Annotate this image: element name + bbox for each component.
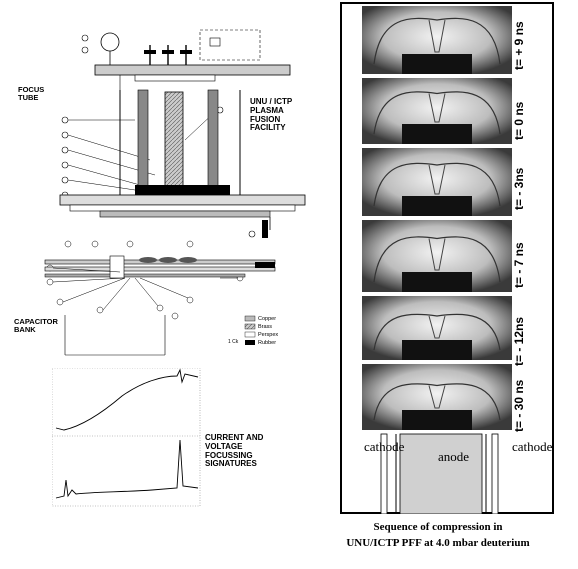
anode-region	[400, 434, 482, 514]
frame-time-label: t= - 7 ns	[512, 242, 526, 288]
frame-time-label: t= + 9 ns	[512, 21, 526, 70]
legend-rubber: Rubber	[258, 340, 277, 346]
caption-line-1: Sequence of compression in	[373, 521, 503, 533]
signature-traces	[52, 368, 202, 508]
shadowgraph-frame	[362, 148, 512, 216]
signatures-label: CURRENT AND VOLTAGE FOCUSSING SIGNATURES	[205, 433, 264, 469]
shadowgraph-frame	[362, 220, 512, 292]
frame-time-label: t= - 12ns	[512, 316, 526, 366]
cathode-right-label: cathode	[512, 439, 553, 454]
frame-time-label: t= - 3ns	[512, 167, 526, 210]
cathode-right-bar	[492, 434, 498, 514]
shadowgraph-frame	[362, 296, 512, 360]
frame-time-label: t= 0 ns	[512, 101, 526, 140]
shadowgraph-frame	[362, 364, 512, 430]
facility-label: UNU / ICTP PLASMA FUSION FACILITY	[250, 97, 293, 133]
shadowgraph-frame	[362, 6, 512, 74]
legend-brass: Brass	[258, 324, 273, 330]
anode-label: anode	[438, 449, 470, 464]
legend-perspex: Perspex	[258, 332, 279, 338]
caption-line-2: UNU/ICTP PFF at 4.0 mbar deuterium	[346, 537, 530, 549]
capacitor-bank-label: CAPACITOR BANK	[14, 317, 58, 335]
cathode-left-label: cathode	[364, 439, 405, 454]
frame-time-label: t= - 30 ns	[512, 379, 526, 432]
legend-copper: Copper	[258, 316, 277, 322]
shadowgraph-frame	[362, 78, 512, 144]
focus-tube-schematic	[40, 20, 340, 370]
scale-note: 1 Ck	[228, 339, 239, 345]
focus-tube-label: FOCUS TUBE	[18, 85, 45, 103]
